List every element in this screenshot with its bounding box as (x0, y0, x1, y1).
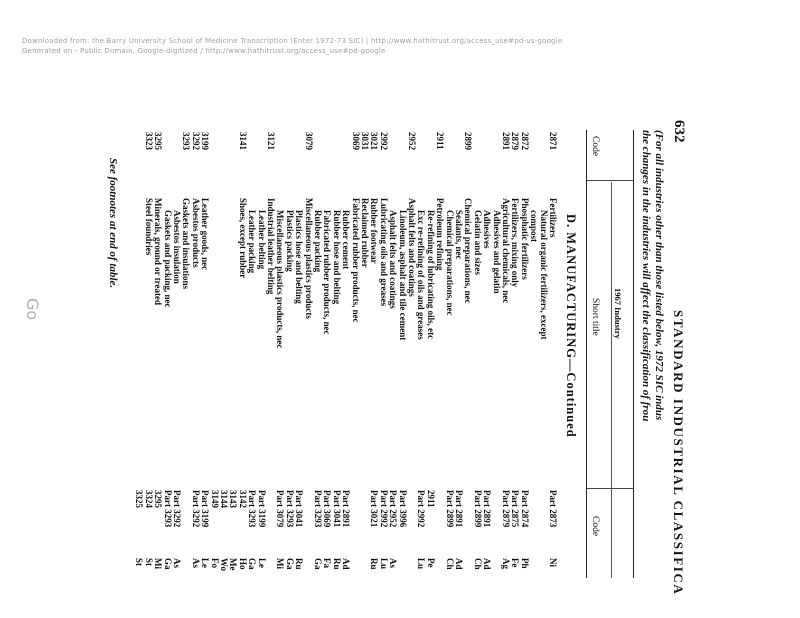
row-short-title: Miscellaneous plastics products (303, 198, 314, 319)
row-code: 2911 (435, 132, 446, 150)
row-1972-code: Part 2992 (416, 490, 427, 528)
row-short-title: Fertilizers (548, 198, 558, 238)
row-right-title: Ad (454, 558, 464, 570)
row-code: 3121 (266, 132, 276, 150)
row-short-title: Rubber cement (341, 210, 352, 270)
row-code: 2871 (548, 132, 558, 150)
row-code: 2879 (510, 132, 521, 150)
row-1972-code: Part 2879 (501, 490, 511, 528)
row-short-title: Rubber footwear (369, 198, 380, 264)
row-right-title: Fe (510, 558, 521, 568)
row-short-title: Linoleum, asphalt and tile cement (397, 210, 408, 341)
row-short-title: Asphalt felts and coatings (407, 198, 417, 297)
row-1972-code: Part 2873 (548, 490, 558, 528)
row-code: 3295 (153, 132, 164, 150)
column-divider-2 (587, 488, 634, 489)
row-short-title: Asphalt felts and coatings (388, 210, 399, 309)
row-right-title: Le (256, 558, 267, 568)
row-short-title: Rubber hose and belting (331, 210, 342, 305)
row-short-title: Phosphatic fertilizers (519, 198, 530, 280)
row-right-title: Ad (341, 558, 352, 570)
row-code: 3293 (181, 132, 192, 150)
row-short-title: Lubricating oils and greases (378, 198, 389, 307)
row-short-title: Reclaimed rubber (360, 198, 370, 268)
row-right-title: Ph (519, 558, 530, 569)
row-short-title: Sealants, nec (454, 210, 464, 260)
row-right-title: St (134, 558, 145, 567)
row-short-title: Plastics packing (284, 210, 295, 272)
row-1972-code: 2911 (425, 490, 436, 508)
row-right-title: Ho (237, 558, 248, 570)
row-1972-code: 3295 (153, 490, 164, 508)
row-short-title: Petroleum refining (435, 198, 446, 271)
row-right-title: Lu (416, 558, 427, 570)
row-1972-code: Part 3293 (284, 490, 295, 528)
row-short-title: Plastics hose and belting (294, 210, 305, 304)
row-short-title: Adhesives (482, 210, 493, 249)
sub-header-rule (611, 182, 612, 578)
row-1972-code: Part 3293 (313, 490, 323, 528)
row-right-title: Fo (209, 558, 220, 568)
row-1972-code: Part 3199 (256, 490, 267, 528)
header-bottom-rule (586, 130, 587, 578)
row-code: 3031 (360, 132, 370, 150)
row-right-title: As (388, 558, 399, 569)
column-header-short-title: Short title (590, 298, 600, 336)
row-code: 2952 (407, 132, 417, 150)
rotated-document-page (107, 118, 687, 596)
row-right-title: Pe (425, 558, 436, 568)
table-top-rule (633, 130, 634, 578)
row-short-title: Chemical preparations, nec (444, 210, 455, 316)
row-code: 2992 (378, 132, 389, 150)
row-code: 3021 (369, 132, 380, 150)
row-1972-code: Part 3292 (172, 490, 182, 528)
row-short-title: Steel foundries (143, 198, 154, 256)
row-short-title: Gelatin and sizes (472, 210, 483, 276)
row-right-title: Ga (313, 558, 323, 570)
section-title: D. MANUFACTURING—Continued (564, 214, 578, 438)
row-right-title: Ru (369, 558, 380, 570)
row-short-title: Asbestos products (190, 198, 201, 268)
row-short-title: Exc re-refining of oils and greases (416, 210, 427, 340)
row-right-title: St (143, 558, 154, 567)
download-notice-line-2: Generated on - Public Domain, Google-digitized / http://www.hathitrust.org/access_use#pd-google (22, 47, 386, 55)
row-short-title: compost (529, 210, 540, 242)
row-short-title: Asbestos insulation (172, 210, 182, 284)
row-code: 3141 (237, 132, 248, 150)
row-right-title: Ch (472, 558, 483, 570)
row-short-title: Shoes, except rubber (237, 198, 248, 279)
row-short-title: Rubber packing (313, 210, 323, 273)
row-1972-code: Part 2891 (482, 490, 493, 528)
row-1972-code: Part 3069 (322, 490, 333, 528)
row-1972-code: Part 2891 (454, 490, 464, 528)
row-right-title: Mi (275, 558, 286, 569)
row-1972-code: Part 3293 (162, 490, 173, 528)
row-1972-code: Part 2952 (388, 490, 399, 528)
row-short-title: Natural organic fertilizers, except (538, 210, 549, 340)
download-notice-line-1: Downloaded from: the Barry University School of Medicine Transcription (Enter 1972-73 SIC) | http://www.hathitrust.org/access_use#pd-us-google (22, 37, 563, 45)
row-1972-code: Part 3292 (190, 490, 201, 528)
row-code: 3292 (190, 132, 201, 150)
column-divider-1 (587, 180, 634, 181)
intro-line-1: (For all industries other than those listed below, 1972 SIC indus (653, 130, 665, 421)
row-right-title: Ag (501, 558, 511, 569)
column-header-code-right: Code (590, 516, 600, 537)
row-1972-code: Part 2874 (519, 490, 530, 528)
row-right-title: Ru (294, 558, 305, 570)
row-short-title: Fabricated rubber products, nec (322, 210, 333, 335)
row-short-title: Miscellaneous plastics products, nec (275, 210, 286, 349)
row-short-title: Minerals, ground or treated (153, 198, 164, 305)
row-short-title: Chemical preparations, nec (463, 198, 474, 304)
row-short-title: Re-refining of lubricating oils, etc (425, 210, 436, 340)
footnote: See footnotes at end of table. (107, 158, 119, 289)
row-right-title: Wo (219, 558, 229, 572)
row-1972-code: 3149 (209, 490, 220, 508)
row-right-title: Ga (247, 558, 258, 570)
row-code: 2899 (463, 132, 474, 150)
row-code: 3199 (200, 132, 211, 150)
sub-header-1967: 1967 Industry (613, 288, 623, 339)
row-1972-code: Part 3293 (247, 490, 258, 528)
row-1972-code: 3325 (134, 490, 145, 508)
row-short-title: Leather belting (256, 210, 267, 270)
column-header-code: Code (590, 136, 600, 157)
row-1972-code: Part 3199 (200, 490, 211, 528)
row-right-title: As (172, 558, 182, 569)
row-short-title: Gaskets and insulations (181, 198, 192, 290)
row-short-title: Fabricated rubber products, nec (350, 198, 361, 323)
row-1972-code: Part 2875 (510, 490, 521, 528)
row-1972-code: Part 2899 (444, 490, 455, 528)
row-right-title: Ru (331, 558, 342, 570)
row-1972-code: Part 2891 (341, 490, 352, 528)
row-right-title: Ch (444, 558, 455, 570)
row-right-title: Ga (162, 558, 173, 570)
row-right-title: Fa (322, 558, 333, 568)
row-code: 2872 (519, 132, 530, 150)
row-1972-code: 3143 (228, 490, 239, 508)
row-right-title: Ad (482, 558, 493, 570)
row-right-title: Le (200, 558, 211, 568)
row-short-title: Industrial leather belting (266, 198, 276, 295)
running-title: STANDARD INDUSTRIAL CLASSIFICA (671, 310, 686, 596)
row-right-title: Mi (153, 558, 164, 569)
row-1972-code: 3142 (237, 490, 248, 508)
row-short-title: Leather goods, nec (200, 198, 211, 271)
row-short-title: Fertilizers, mixing only (510, 198, 521, 288)
row-short-title: Leather packing (247, 210, 258, 274)
row-right-title: Ga (284, 558, 295, 570)
row-1972-code: Part 3041 (331, 490, 342, 528)
row-code: 3069 (350, 132, 361, 150)
row-right-title: Ni (548, 558, 558, 567)
row-1972-code: Part 2899 (472, 490, 483, 528)
row-1972-code: Part 3041 (294, 490, 305, 528)
row-1972-code: Part 3079 (275, 490, 286, 528)
row-short-title: Adhesives and gelatin (491, 210, 502, 294)
row-code: 3079 (303, 132, 314, 150)
row-short-title: Gaskets and packing, nec (162, 210, 173, 308)
row-1972-code: 3144 (219, 490, 229, 508)
bleed-through-mark: Go (23, 298, 42, 321)
row-right-title: Lu (378, 558, 389, 570)
row-right-title: Me (228, 558, 239, 571)
page-number: 632 (671, 120, 687, 143)
intro-line-2: the changes in the industries will affect the classification of frou (640, 130, 652, 422)
row-code: 3323 (143, 132, 154, 150)
row-code: 2891 (501, 132, 511, 150)
row-1972-code: Part 2992 (378, 490, 389, 528)
row-1972-code: Part 3996 (397, 490, 408, 528)
row-1972-code: Part 3021 (369, 490, 380, 528)
row-1972-code: 3324 (143, 490, 154, 508)
row-right-title: As (190, 558, 201, 569)
row-short-title: Agricultural chemicals, nec (501, 198, 511, 304)
